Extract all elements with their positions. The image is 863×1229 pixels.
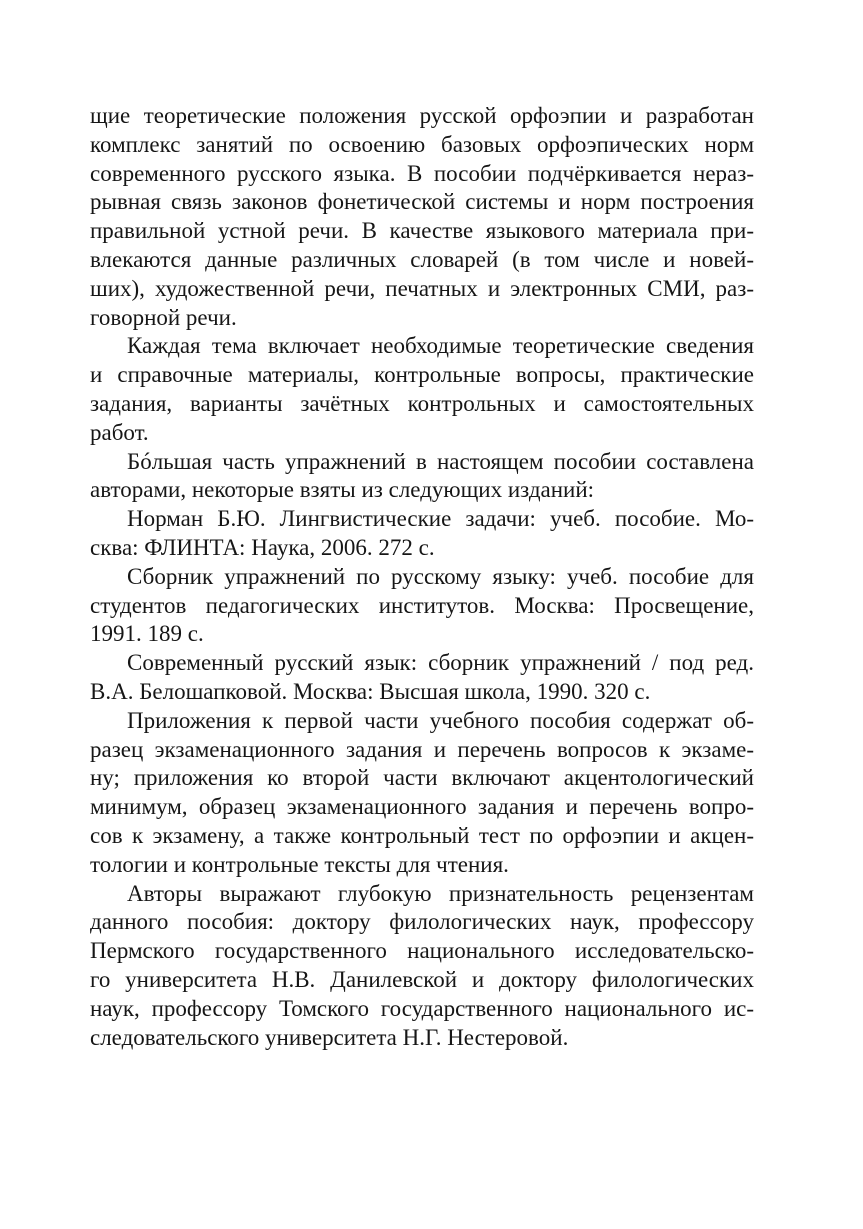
text-line: го университета Н.В. Данилевской и доктору филологических bbox=[90, 966, 754, 992]
text-line: данного пособия: доктору филологических наук, профессору bbox=[90, 909, 754, 935]
paragraph-1 bbox=[90, 102, 754, 332]
text-line: Пермского государственного национального исследовательско- bbox=[90, 938, 754, 964]
text-line: Приложения к первой части учебного пособия содержат об- bbox=[127, 707, 754, 733]
text-line: рывная связь законов фонетической системы и норм построения bbox=[90, 189, 754, 215]
paragraph-2 bbox=[90, 332, 754, 447]
text-line: тологии и контрольные тексты для чтения. bbox=[90, 851, 509, 877]
text-line: разец экзаменационного задания и перечень вопросов к экзаме- bbox=[90, 736, 754, 762]
text-line: Норман Б.Ю. Лингвистические задачи: учеб. пособие. Мо- bbox=[127, 506, 754, 532]
text-line: студентов педагогических институтов. Москва: Просвещение, bbox=[90, 592, 754, 618]
text-line: ну; приложения ко второй части включают акцентологический bbox=[90, 765, 754, 791]
text-line: Бóльшая часть упражнений в настоящем пособии составлена bbox=[127, 448, 754, 474]
paragraph-appendices bbox=[90, 707, 754, 880]
text-line: говорной речи. bbox=[90, 304, 237, 330]
text-line: следовательского университета Н.Г. Нестеровой. bbox=[90, 1024, 569, 1050]
text-line: 1991. 189 с. bbox=[90, 621, 204, 647]
text-line: правильной устной речи. В качестве языкового материала при- bbox=[90, 218, 754, 244]
text-line: задания, варианты зачётных контрольных и самостоятельных bbox=[90, 390, 754, 416]
text-line: Сборник упражнений по русскому языку: учеб. пособие для bbox=[127, 563, 754, 589]
text-line: наук, профессору Томского государственного национального ис- bbox=[90, 995, 754, 1021]
text-line: комплекс занятий по освоению базовых орфоэпических норм bbox=[90, 131, 754, 157]
text-line: авторами, некоторые взяты из следующих изданий: bbox=[90, 477, 595, 503]
text-line: Современный русский язык: сборник упражнений / под ред. bbox=[127, 650, 754, 676]
text-line: и справочные материалы, контрольные вопросы, практические bbox=[90, 362, 754, 388]
text-line: сов к экзамену, а также контрольный тест по орфоэпии и акцен- bbox=[90, 822, 754, 848]
paragraph-acknowledgements bbox=[90, 880, 754, 1053]
text-line: Авторы выражают глубокую признательность рецензентам bbox=[127, 880, 754, 906]
text-line: влекаются данные различных словарей (в том числе и новей- bbox=[90, 246, 754, 272]
text-line: современного русского языка. В пособии подчёркивается нераз- bbox=[90, 160, 754, 186]
text-line: щие теоретические положения русской орфоэпии и разработан bbox=[90, 103, 754, 128]
document-page bbox=[90, 102, 754, 1052]
text-line: ших), художественной речи, печатных и электронных СМИ, раз- bbox=[90, 275, 754, 301]
text-line: В.А. Белошапковой. Москва: Высшая школа, 1990. 320 с. bbox=[90, 678, 651, 704]
reference-3 bbox=[90, 649, 754, 707]
text-line: работ. bbox=[90, 419, 149, 445]
reference-1 bbox=[90, 505, 754, 563]
paragraph-3 bbox=[90, 448, 754, 506]
text-line: сква: ФЛИНТА: Наука, 2006. 272 с. bbox=[90, 534, 435, 560]
text-line: минимум, образец экзаменационного задания и перечень вопро- bbox=[90, 794, 754, 820]
text-line: Каждая тема включает необходимые теоретические сведения bbox=[127, 333, 754, 359]
reference-2 bbox=[90, 563, 754, 649]
